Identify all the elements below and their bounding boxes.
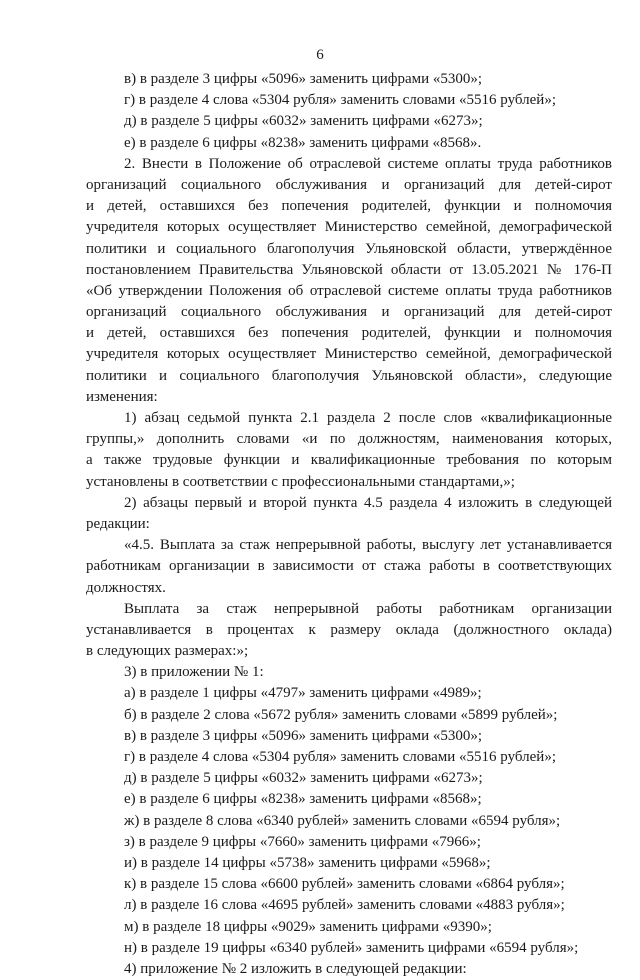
text-line: 2. Внести в Положение об отраслевой системе оплаты труда работников (124, 155, 612, 172)
text-line: е) в разделе 6 цифры «8238» заменить цифрами «8568»; (124, 791, 482, 808)
text-line: работникам организации в зависимости от стажа работы в соответствующих (86, 558, 612, 575)
text-line: г) в разделе 4 слова «5304 рубля» заменить словами «5516 рублей»; (124, 92, 556, 109)
text-line: политики и социального благополучия Ульяновской области», следующие (86, 367, 612, 384)
text-line: 2) абзацы первый и второй пункта 4.5 раздела 4 изложить в следующей (124, 494, 612, 511)
text-line: з) в разделе 9 цифры «7660» заменить цифрами «7966»; (124, 833, 481, 850)
text-line: политики и социального благополучия Ульяновской области, утверждённое (86, 240, 612, 257)
text-line: а) в разделе 1 цифры «4797» заменить цифрами «4989»; (124, 685, 482, 702)
text-line: б) в разделе 2 слова «5672 рубля» заменить словами «5899 рублей»; (124, 706, 558, 723)
page-number: 6 (316, 47, 324, 63)
text-line: в следующих размерах:»; (86, 643, 249, 660)
text-line: а также трудовые функции и квалификационные требования по которым (86, 452, 612, 469)
text-line: изменения: (86, 388, 158, 405)
text-line: редакции: (86, 515, 150, 532)
text-line: м) в разделе 18 цифры «9029» заменить цифрами «9390»; (124, 918, 492, 935)
text-line: «4.5. Выплата за стаж непрерывной работы, выслугу лет устанавливается (124, 537, 612, 554)
text-line: учредителя которых осуществляет Министерство семейной, демографической (86, 346, 612, 363)
text-line: д) в разделе 5 цифры «6032» заменить цифрами «6273»; (124, 113, 483, 130)
text-line: установлены в соответствии с профессиональными стандартами,»; (86, 473, 515, 490)
text-line: учредителя которых осуществляет Министерство семейной, демографической (86, 219, 612, 236)
text-line: устанавливается в процентах к размеру оклада (должностного оклада) (86, 621, 612, 638)
text-line: д) в разделе 5 цифры «6032» заменить цифрами «6273»; (124, 770, 483, 787)
text-line: постановлением Правительства Ульяновской области от 13.05.2021 № 176-П (86, 261, 612, 278)
text-line: е) в разделе 6 цифры «8238» заменить цифрами «8568». (124, 134, 482, 151)
text-line: должностях. (86, 579, 166, 596)
text-line: организаций социального обслуживания и организаций для детей-сирот (86, 176, 612, 193)
text-line: группы,» дополнить словами «и по должностям, наименования которых, (86, 431, 612, 448)
text-line: г) в разделе 4 слова «5304 рубля» заменить словами «5516 рублей»; (124, 749, 556, 765)
text-line: л) в разделе 16 слова «4695 рублей» заменить словами «4883 рубля»; (124, 897, 565, 914)
text-line: н) в разделе 19 цифры «6340 рублей» заменить цифрами «6594 рубля»; (124, 939, 579, 956)
text-line: и детей, оставшихся без попечения родителей, функции и полномочия (86, 325, 612, 342)
text-line: 1) абзац седьмой пункта 2.1 раздела 2 после слов «квалификационные (124, 410, 612, 426)
text-line: организаций социального обслуживания и организаций для детей-сирот (86, 304, 612, 321)
text-line: и) в разделе 14 цифры «5738» заменить цифрами «5968»; (124, 854, 491, 871)
text-line: 3) в приложении № 1: (124, 664, 264, 681)
document-body (86, 69, 612, 980)
text-line: ж) в разделе 8 слова «6340 рублей» заменить словами «6594 рубля»; (124, 812, 561, 829)
text-line: «Об утверждении Положения об отраслевой системе оплаты труда работников (86, 282, 612, 299)
text-line: Выплата за стаж непрерывной работы работникам организации (124, 600, 612, 617)
text-line: к) в разделе 15 слова «6600 рублей» заменить словами «6864 рубля»; (124, 876, 565, 893)
text-line: 4) приложение № 2 изложить в следующей редакции: (124, 960, 467, 977)
text-line: в) в разделе 3 цифры «5096» заменить цифрами «5300»; (124, 71, 483, 87)
text-line: в) в разделе 3 цифры «5096» заменить цифрами «5300»; (124, 727, 483, 744)
text-line: и детей, оставшихся без попечения родителей, функции и полномочия (86, 198, 612, 215)
